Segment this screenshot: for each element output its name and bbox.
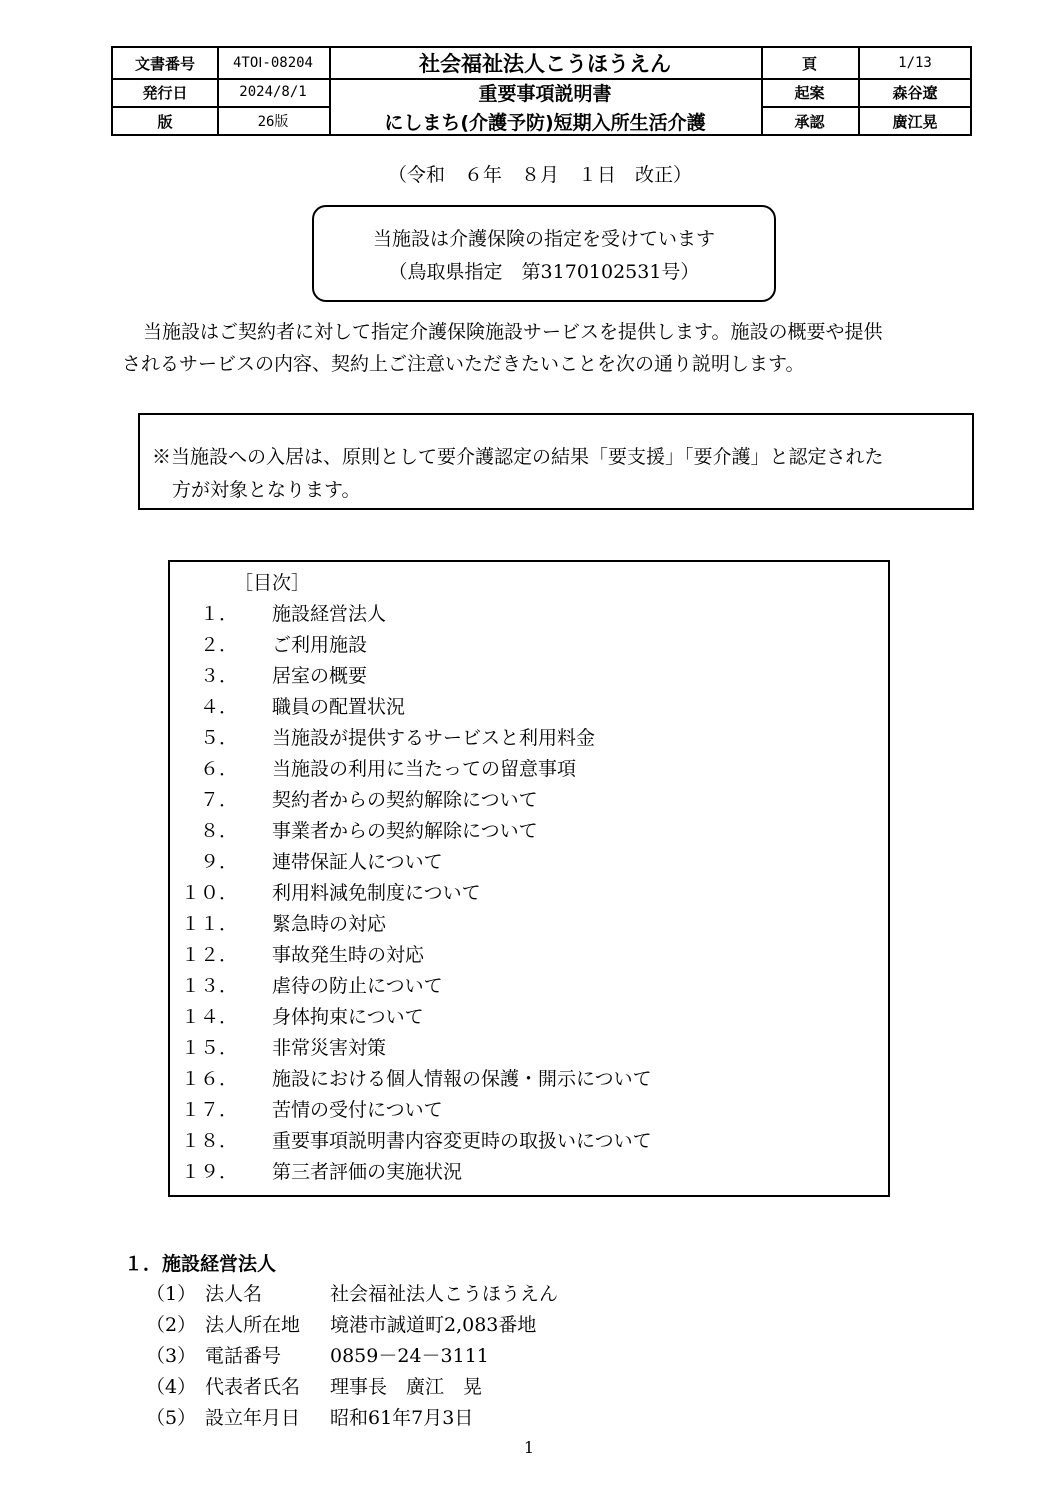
toc-heading: ［目次］: [234, 572, 311, 594]
toc-item: [170, 940, 888, 970]
organization-name: 社会福祉法人こうほうえん: [419, 52, 671, 76]
section1-heading: １．施設経営法人: [124, 1253, 277, 1275]
toc-item-label: 当施設の利用に当たっての留意事項: [272, 758, 577, 780]
toc-item-label: 身体拘束について: [272, 1006, 424, 1028]
toc-item-number: １２．: [180, 944, 238, 966]
toc-item-number: １８．: [180, 1130, 238, 1152]
edition-label: 版: [157, 112, 173, 131]
info-row-value: 昭和61年7月3日: [330, 1407, 474, 1429]
info-row-label: 法人名: [205, 1283, 263, 1305]
toc-item-label: 当施設が提供するサービスと利用料金: [272, 727, 596, 749]
toc-item: [170, 1126, 888, 1156]
toc-item: [170, 754, 888, 784]
toc-item: [170, 1157, 888, 1187]
page-value: 1/13: [898, 55, 932, 71]
toc-item-number: １３．: [180, 975, 238, 997]
notice-box: [138, 413, 974, 510]
toc-item-number: ５．: [199, 727, 238, 749]
document-subtitle: にしまち(介護予防)短期入所生活介護: [384, 111, 706, 134]
toc-item-number: １６．: [180, 1068, 238, 1090]
draft-label: 起案: [794, 83, 825, 102]
toc-item-label: 施設経営法人: [272, 603, 387, 625]
toc-item-label: 連帯保証人について: [272, 851, 443, 873]
info-row: [0, 1403, 1058, 1433]
toc-item: [170, 1033, 888, 1063]
info-row-number: （4）: [146, 1376, 197, 1398]
toc-item-label: 緊急時の対応: [272, 913, 387, 935]
toc-item-label: 重要事項説明書内容変更時の取扱いについて: [272, 1130, 652, 1152]
toc-item-number: ７．: [199, 789, 238, 811]
page-label: 頁: [801, 54, 817, 73]
toc-item-number: ６．: [199, 758, 238, 780]
page-number: 1: [523, 1438, 535, 1457]
document-title: 重要事項説明書: [478, 83, 612, 105]
issue-date-label: 発行日: [142, 83, 188, 102]
toc-item-number: １０．: [180, 882, 238, 904]
toc-item-label: 事業者からの契約解除について: [272, 820, 538, 842]
info-row-label: 代表者氏名: [205, 1376, 301, 1398]
notice-line1: ※当施設への入居は、原則として要介護認定の結果「要支援」「要介護」と認定された: [152, 446, 884, 468]
toc-item-label: 第三者評価の実施状況: [272, 1161, 463, 1183]
toc-item: [170, 723, 888, 753]
info-row-number: （3）: [146, 1345, 197, 1367]
notice-line2: 方が対象となります。: [172, 479, 361, 501]
info-row-label: 法人所在地: [205, 1314, 301, 1336]
info-row-number: （5）: [146, 1407, 197, 1429]
toc-item: [170, 661, 888, 691]
info-row-label: 電話番号: [205, 1345, 282, 1367]
info-row: [0, 1310, 1058, 1340]
toc-item: [170, 692, 888, 722]
info-row-value: 社会福祉法人こうほうえん: [330, 1283, 559, 1305]
draft-by: 森谷遼: [892, 83, 938, 102]
toc-item: [170, 847, 888, 877]
toc-item: [170, 1095, 888, 1125]
document-header-table: [111, 46, 972, 136]
toc-item: [170, 878, 888, 908]
toc-item-number: ９．: [199, 851, 238, 873]
info-row-value: 理事長 廣江 晃: [330, 1376, 483, 1398]
toc-item-label: 虐待の防止について: [272, 975, 443, 997]
toc-item-number: ２．: [199, 634, 238, 656]
toc-item-label: 苦情の受付について: [272, 1099, 443, 1121]
toc-item-label: 居室の概要: [272, 665, 368, 687]
info-row: [0, 1372, 1058, 1402]
toc-item-number: １５．: [180, 1037, 238, 1059]
info-row-label: 設立年月日: [205, 1407, 301, 1429]
toc-item-label: 施設における個人情報の保護・開示について: [272, 1068, 652, 1090]
toc-item-number: １９．: [180, 1161, 238, 1183]
designation-line1: 当施設は介護保険の指定を受けています: [372, 228, 715, 250]
doc-no-label: 文書番号: [134, 54, 195, 73]
info-row: [0, 1341, 1058, 1371]
toc-item-number: ３．: [199, 665, 238, 687]
designation-line2: （鳥取県指定 第3170102531号）: [388, 261, 700, 283]
toc-item-label: 非常災害対策: [272, 1037, 387, 1059]
toc-item-label: 利用料減免制度について: [272, 882, 481, 904]
toc-item: [170, 599, 888, 629]
table-of-contents: [168, 560, 890, 1197]
toc-item-number: １７．: [180, 1099, 238, 1121]
toc-item: [170, 1064, 888, 1094]
designation-box: [312, 205, 776, 302]
toc-item-label: 契約者からの契約解除について: [272, 789, 538, 811]
toc-item-label: 職員の配置状況: [272, 696, 406, 718]
toc-item-number: １．: [199, 603, 238, 625]
toc-item: [170, 630, 888, 660]
info-row-value: 境港市誠道町2,083番地: [330, 1314, 537, 1336]
toc-item: [170, 785, 888, 815]
toc-item: [170, 1002, 888, 1032]
intro-line1: 当施設はご契約者に対して指定介護保険施設サービスを提供します。施設の概要や提供: [143, 321, 883, 343]
toc-item-number: ４．: [199, 696, 238, 718]
info-row-value: 0859－24－3111: [330, 1345, 489, 1367]
approved-by: 廣江晃: [892, 112, 938, 131]
toc-item-number: ８．: [199, 820, 238, 842]
intro-line2: されるサービスの内容、契約上ご注意いただきたいことを次の通り説明します。: [122, 353, 805, 375]
edition-value: 26版: [257, 114, 289, 130]
info-row-number: （2）: [146, 1314, 197, 1336]
toc-item: [170, 816, 888, 846]
toc-item: [170, 909, 888, 939]
toc-item-label: ご利用施設: [272, 634, 368, 656]
revision-date: （令和 ６年 ８月 １日 改正）: [388, 164, 693, 186]
info-row: [0, 1279, 1058, 1309]
issue-date-value: 2024/8/1: [239, 84, 307, 100]
toc-item-number: １１．: [180, 913, 238, 935]
info-row-number: （1）: [146, 1283, 197, 1305]
doc-no-value: 4TOⅠ-08204: [233, 55, 313, 71]
approve-label: 承認: [794, 112, 825, 131]
toc-item: [170, 971, 888, 1001]
toc-item-label: 事故発生時の対応: [272, 944, 425, 966]
toc-item-number: １４．: [180, 1006, 238, 1028]
